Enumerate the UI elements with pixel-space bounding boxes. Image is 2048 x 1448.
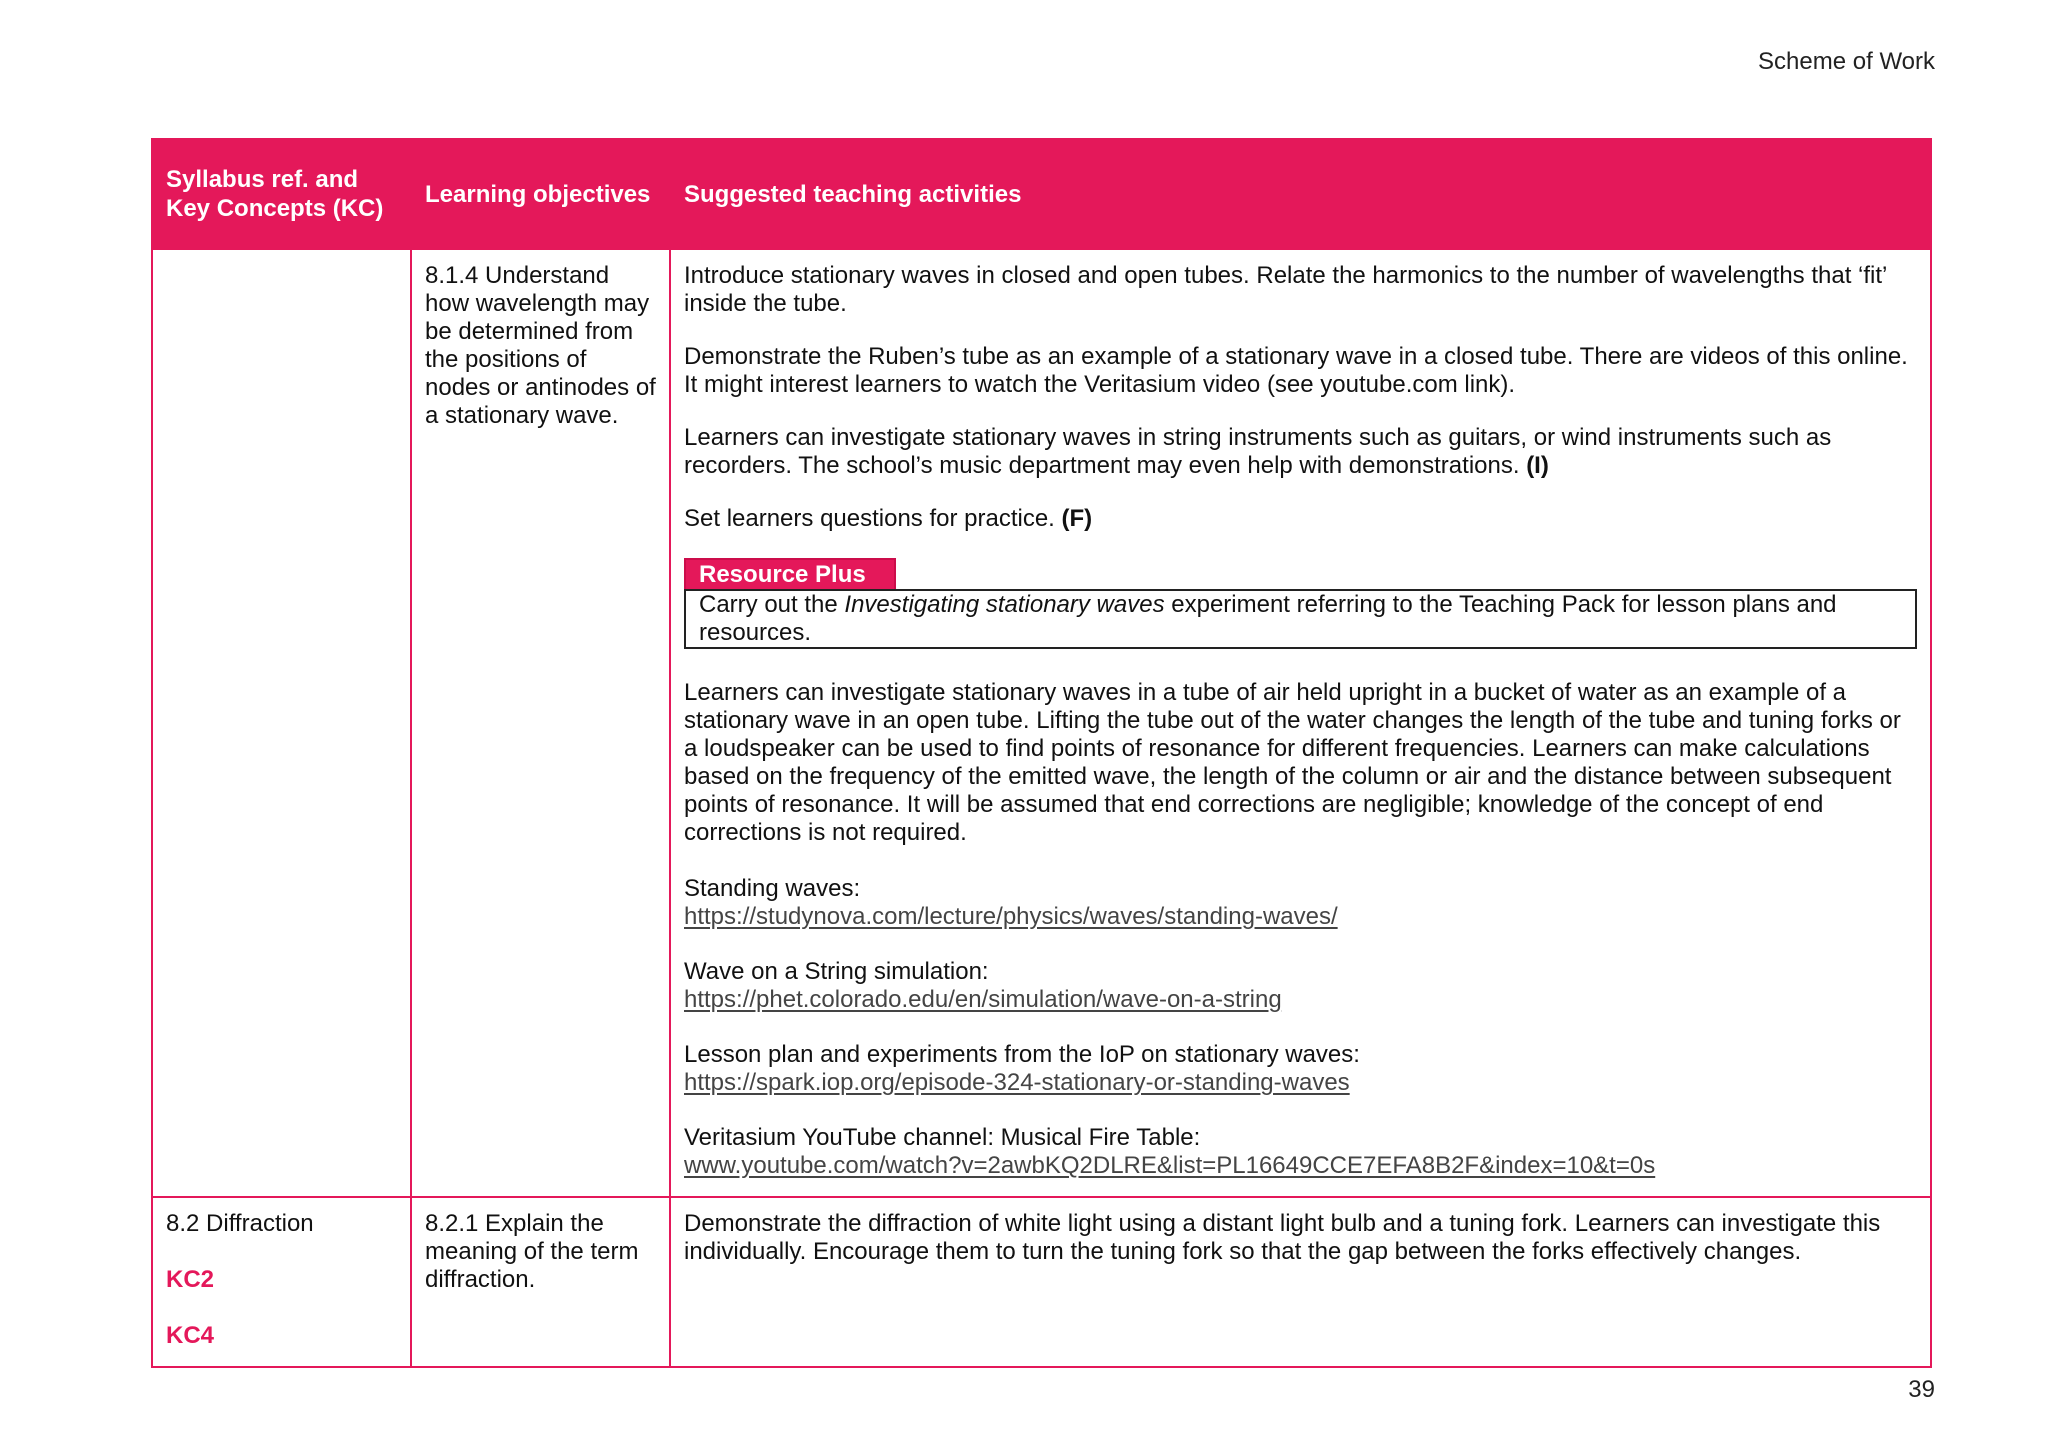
resource-plus-text: Carry out the	[699, 591, 838, 618]
activity-text: Set learners questions for practice.	[684, 505, 1055, 532]
activity-paragraph: Demonstrate the Ruben’s tube as an example of a stationary wave in a closed tube. There are videos of this online. It might interest learners to watch the Veritasium video (see youtube.com link).	[684, 343, 1908, 398]
link-label: Veritasium YouTube channel: Musical Fire Table:	[684, 1124, 1201, 1151]
syllabus-ref: 8.2 Diffraction	[166, 1210, 314, 1237]
resource-link[interactable]: https://phet.colorado.edu/en/simulation/wave-on-a-string	[684, 986, 1282, 1013]
activity-paragraph	[684, 424, 1917, 480]
resource-link[interactable]: www.youtube.com/watch?v=2awbKQ2DLRE&list=PL16649CCE7EFA8B2F&index=10&t=0s	[684, 1152, 1656, 1179]
syllabus-ref-cell	[152, 249, 411, 1197]
key-concept: KC4	[166, 1322, 215, 1349]
learning-objective-cell: 8.1.4 Understand how wavelength may be determined from the positions of nodes or antinodes of a stationary wave.	[411, 249, 670, 1197]
page-number: 39	[1908, 1376, 1935, 1403]
link-label: Lesson plan and experiments from the IoP on stationary waves:	[684, 1041, 1360, 1068]
resource-link-block	[684, 1124, 1917, 1180]
activity-text: Learners can investigate stationary waves in string instruments such as guitars, or wind instruments such as recorders. The school’s music department may even help with demonstrations.	[684, 424, 1832, 479]
header-syllabus-ref: Syllabus ref. and Key Concepts (KC)	[152, 139, 411, 249]
header-teaching-activities: Suggested teaching activities	[670, 139, 1931, 249]
activity-paragraph	[684, 505, 1917, 533]
table-row	[152, 249, 1931, 1197]
activity-paragraph: Learners can investigate stationary waves in a tube of air held upright in a bucket of water as an example of a stationary wave in an open tube. Lifting the tube out of the water changes the length of the tube and tuning forks or a loudspeaker can be used to find points of resonance for different frequencies. Learners can make calculations based on the frequency of the emitted wave, the length of the column or air and the distance between subsequent points of resonance. It will be assumed that end corrections are negligible; knowledge of the concept of end corrections is not required.	[684, 679, 1901, 846]
key-concept: KC2	[166, 1266, 215, 1293]
assessment-tag: (I)	[1526, 452, 1549, 479]
table-header-row	[152, 139, 1931, 249]
link-label: Standing waves:	[684, 875, 861, 902]
resource-plus-body	[684, 589, 1917, 649]
teaching-activities-cell: Demonstrate the diffraction of white light using a distant light bulb and a tuning fork. Learners can investigate this individually. Encourage them to turn the tuning fork so that the gap between the forks effectively changes.	[670, 1197, 1931, 1367]
assessment-tag: (F)	[1061, 505, 1093, 532]
header-learning-objectives: Learning objectives	[411, 139, 670, 249]
resource-link-block	[684, 1041, 1917, 1097]
resource-plus-label: Resource Plus	[684, 558, 896, 589]
link-label: Wave on a String simulation:	[684, 958, 989, 985]
page-header-title: Scheme of Work	[1758, 48, 1935, 75]
syllabus-ref-cell	[152, 1197, 411, 1367]
resource-plus-text: experiment referring to the Teaching Pack for lesson plans and resources.	[699, 591, 1837, 646]
resource-link[interactable]: https://spark.iop.org/episode-324-stationary-or-standing-waves	[684, 1069, 1350, 1096]
resource-plus-box	[684, 558, 1917, 649]
teaching-activities-cell	[670, 249, 1931, 1197]
activity-paragraph: Introduce stationary waves in closed and open tubes. Relate the harmonics to the number of wavelengths that ‘fit’ inside the tube.	[684, 262, 1887, 317]
resource-link[interactable]: https://studynova.com/lecture/physics/waves/standing-waves/	[684, 903, 1338, 930]
resource-link-block	[684, 958, 1917, 1014]
learning-objective-cell: 8.2.1 Explain the meaning of the term diffraction.	[411, 1197, 670, 1367]
scheme-of-work-table	[151, 138, 1932, 1368]
resource-link-block	[684, 875, 1917, 931]
resource-plus-experiment-title: Investigating stationary waves	[844, 591, 1165, 618]
table-row	[152, 1197, 1931, 1367]
